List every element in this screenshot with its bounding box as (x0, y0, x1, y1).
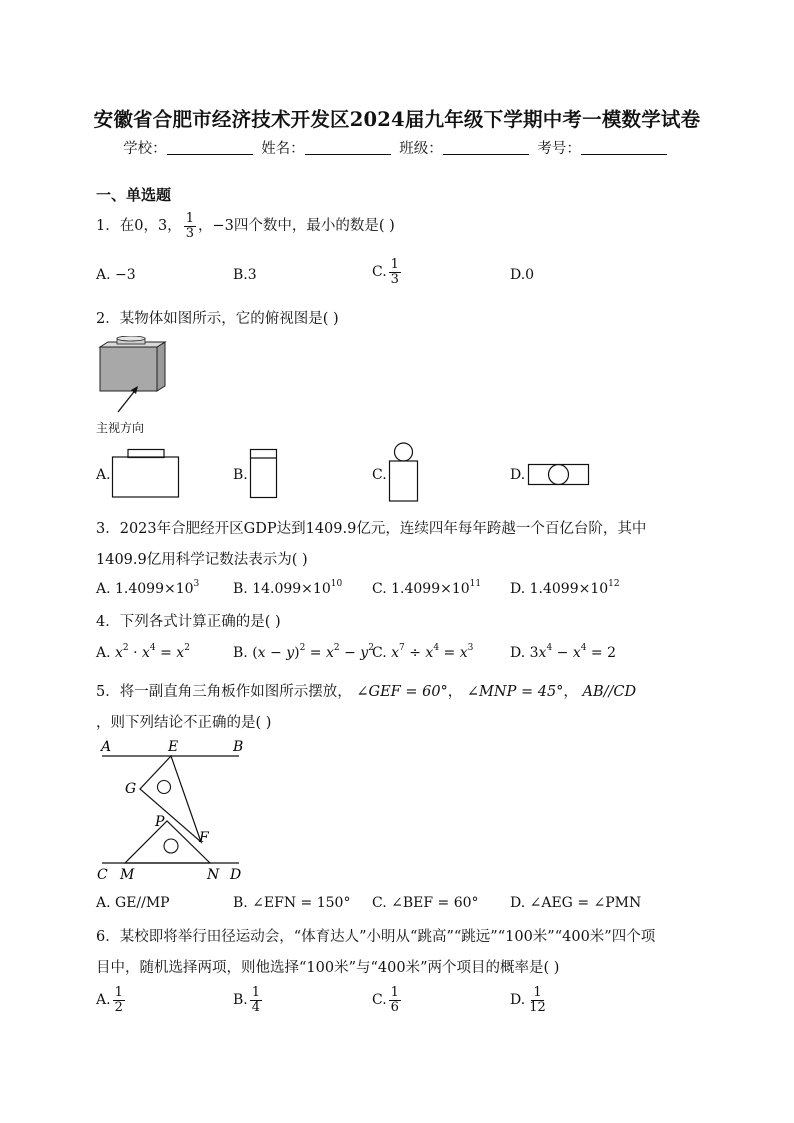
q2-option-c-figure (388, 441, 420, 503)
q4-option-a[interactable]: A. $x^2 \cdot x^4 = x^2$ (96, 643, 190, 661)
q3-b-base: B. 14.099×10 (233, 581, 331, 597)
q3-b-exp: 10 (330, 579, 343, 589)
q5-cond-parallel: AB//CD (582, 684, 637, 700)
q6-option-a[interactable] (96, 986, 127, 1014)
label-B: B (233, 739, 244, 755)
q6-d-num: 1 (533, 985, 542, 1000)
q5-triangle-figure (94, 736, 254, 884)
q2-option-d-figure (527, 463, 591, 487)
q6-a-label: A. (96, 992, 111, 1009)
q4-option-d[interactable]: D. $3x^4 - x^4 = 2$ (510, 643, 617, 661)
q5-option-c[interactable]: C. ∠BEF = 60° (372, 895, 479, 911)
label-G: G (125, 781, 137, 797)
q6-a-den: 2 (114, 999, 123, 1015)
number-blank[interactable] (581, 140, 667, 155)
q5-line1-text: 5．将一副直角三角板作如图所示摆放， (96, 684, 352, 700)
q3-a-base: A. 1.4099×10 (96, 581, 194, 597)
q4-a-label: A. (96, 645, 111, 661)
q3-option-d[interactable] (510, 581, 620, 597)
q2-option-a-figure (111, 448, 181, 500)
q6-d-den: 12 (529, 999, 546, 1015)
label-M: M (120, 867, 135, 883)
q6-d-label: D. (510, 992, 526, 1009)
q6-b-fraction (250, 986, 262, 1014)
q4-d-label: D. (510, 645, 526, 661)
q6-b-label: B. (233, 992, 248, 1009)
label-E: E (168, 739, 179, 755)
label-F: F (199, 830, 209, 846)
q5-option-b[interactable]: B. ∠EFN = 150° (233, 895, 351, 911)
q2-option-b-figure (249, 448, 279, 500)
q1-option-a[interactable]: A. −3 (96, 267, 136, 283)
q2-solid-figure (94, 336, 174, 418)
q5-line1: 5．将一副直角三角板作如图所示摆放， ∠GEF = 60°， ∠MNP = 45°， AB//CD (96, 684, 637, 700)
q1-c-label: C. (372, 264, 387, 281)
label-A: A (101, 739, 112, 755)
q5-cond-mnp: ∠MNP = 45° (466, 684, 564, 700)
school-blank[interactable] (167, 140, 253, 155)
q4-option-b[interactable]: B. $(x - y)^2 = x^2 - y^2$ (233, 643, 374, 661)
q6-option-b[interactable] (233, 986, 264, 1014)
school-label: 学校： (123, 141, 167, 157)
q6-b-num: 1 (251, 985, 261, 1000)
label-N: N (207, 867, 220, 883)
q2-option-c[interactable]: C. (372, 467, 387, 483)
question-2: 2．某物体如图所示，它的俯视图是( ) (96, 311, 339, 327)
name-blank[interactable] (305, 140, 391, 155)
q4-c-label: C. (372, 645, 387, 661)
q1-c-fraction (389, 258, 401, 286)
class-label: 班级： (399, 141, 443, 157)
q1-frac-num: 1 (185, 211, 194, 226)
q3-d-base: D. 1.4099×10 (510, 581, 609, 597)
q2-option-d[interactable]: D. (510, 467, 526, 483)
q1-c-den: 3 (390, 271, 399, 287)
question-4: 4．下列各式计算正确的是( ) (96, 614, 281, 630)
q1-frac-den: 3 (185, 225, 194, 241)
q1-option-c[interactable] (372, 258, 403, 286)
q3-a-exp: 3 (193, 579, 200, 589)
question-1 (96, 212, 395, 240)
q3-c-base: C. 1.4099×10 (372, 581, 470, 597)
q3-option-b[interactable] (233, 581, 342, 597)
q5-option-a[interactable]: A. GE//MP (96, 895, 170, 911)
q1-option-d[interactable]: D.0 (510, 267, 535, 283)
q1-fraction (184, 212, 196, 240)
q1-option-b[interactable]: B.3 (233, 267, 257, 283)
q1-prefix: 1．在0，3， (96, 218, 182, 235)
q6-c-fraction (389, 986, 401, 1014)
q6-a-num: 1 (114, 985, 123, 1000)
q5-option-d[interactable]: D. ∠AEG = ∠PMN (510, 895, 642, 911)
q1-suffix: ，−3四个数中，最小的数是( ) (197, 218, 395, 235)
q3-d-exp: 12 (608, 579, 620, 589)
class-blank[interactable] (443, 140, 529, 155)
label-P: P (155, 814, 165, 830)
number-label: 考号： (537, 141, 581, 157)
name-label: 姓名： (261, 141, 305, 157)
q6-a-fraction (113, 986, 125, 1014)
q5-line2: ，则下列结论不正确的是( ) (96, 715, 272, 731)
q3-c-exp: 11 (469, 579, 482, 589)
q3-option-a[interactable] (96, 581, 199, 597)
q3-option-c[interactable] (372, 581, 481, 597)
label-D: D (230, 867, 242, 883)
q6-c-label: C. (372, 992, 387, 1009)
q6-c-den: 6 (390, 999, 399, 1015)
q4-option-c[interactable]: C. $x^7 \div x^4 = x^3$ (372, 643, 474, 661)
q6-line1: 6．某校即将举行田径运动会，“体育达人”小明从“跳高”“跳远”“100米”“400米”四个项 (96, 929, 656, 945)
q6-line2: 目中，随机选择两项，则他选择“100米”与“400米”两个项目的概率是( ) (96, 960, 560, 976)
q3-line2: 1409.9亿用科学记数法表示为( ) (96, 552, 308, 568)
q3-line1: 3．2023年合肥经开区GDP达到1409.9亿元，连续四年每年跨越一个百亿台阶，其中 (96, 521, 647, 537)
q4-b-label: B. (233, 645, 248, 661)
q2-option-a[interactable]: A. (96, 467, 111, 483)
q5-cond-gef: ∠GEF = 60° (356, 684, 448, 700)
student-info-line (0, 137, 794, 158)
q2-option-b[interactable]: B. (233, 467, 248, 483)
q6-option-c[interactable] (372, 986, 403, 1014)
exam-title: 安徽省合肥市经济技术开发区2024届九年级下学期中考一模数学试卷 (93, 108, 701, 131)
q6-option-d[interactable] (510, 986, 550, 1014)
q6-d-fraction (527, 986, 548, 1014)
section-heading: 一、单选题 (96, 186, 172, 204)
q2-view-caption: 主视方向 (96, 421, 145, 435)
q6-c-num: 1 (390, 985, 399, 1000)
label-C: C (97, 867, 108, 883)
q6-b-den: 4 (251, 999, 261, 1015)
q1-c-num: 1 (390, 257, 399, 272)
